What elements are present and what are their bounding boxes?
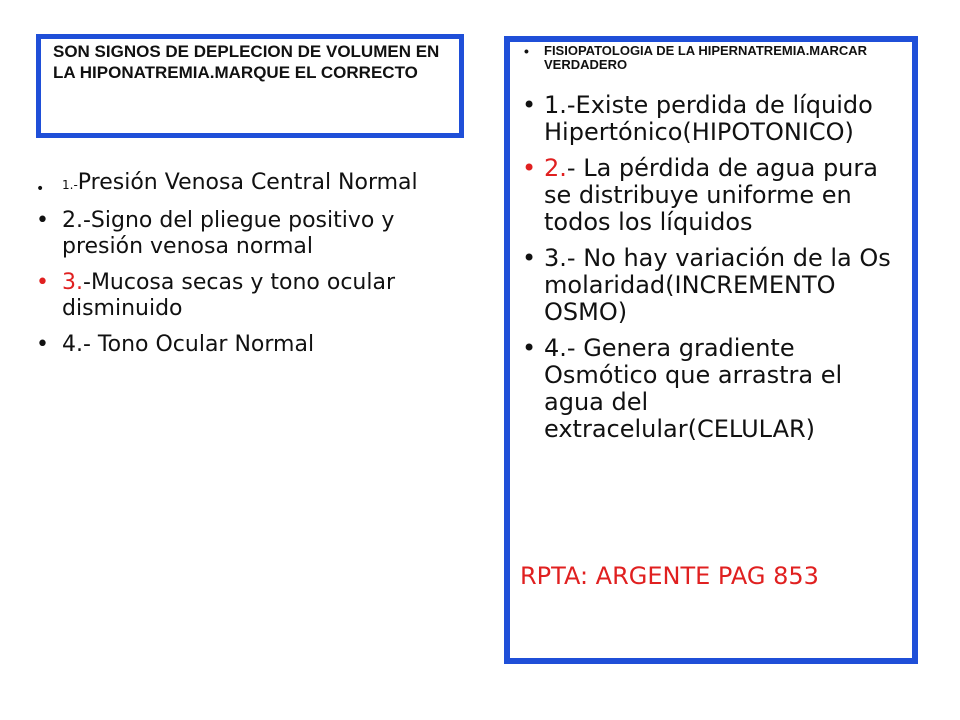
right-question-heading: • FISIOPATOLOGIA DE LA HIPERNATREMIA.MARCAR VERDADERO	[516, 44, 934, 72]
right-question-box	[504, 36, 918, 664]
left-options-list	[36, 170, 456, 368]
left-option-3-number: 3.	[62, 270, 83, 295]
right-option-2-number: 2.	[544, 154, 567, 182]
answer-reference: RPTA: ARGENTE PAG 853	[520, 562, 819, 590]
right-option-2	[516, 155, 908, 236]
right-option-4	[516, 335, 908, 443]
right-option-3-text: 3.- No hay variación de la Os molaridad(INCREMENTO OSMO)	[544, 244, 891, 326]
right-option-3	[516, 245, 908, 326]
right-option-1	[516, 92, 908, 146]
right-option-4-text: 4.- Genera gradiente Osmótico que arrastra el agua del extracelular(CELULAR)	[544, 334, 843, 443]
left-question-title: SON SIGNOS DE DEPLECION DE VOLUMEN EN LA HIPONATREMIA.MARQUE EL CORRECTO	[36, 34, 464, 138]
left-option-2	[36, 208, 456, 260]
left-option-1	[36, 170, 456, 198]
right-option-2-text: - La pérdida de agua pura se distribuye uniforme en todos los líquidos	[544, 154, 878, 236]
left-option-4-text: 4.- Tono Ocular Normal	[62, 332, 315, 357]
right-option-1-text: 1.-Existe perdida de líquido Hipertónico(HIPOTONICO)	[544, 91, 873, 146]
right-options-list	[516, 92, 908, 452]
left-option-1-text: Presión Venosa Central Normal	[77, 170, 418, 195]
left-option-3	[36, 270, 456, 322]
left-option-3-text: -Mucosa secas y tono ocular disminuido	[62, 270, 396, 321]
left-option-4	[36, 332, 456, 358]
left-option-2-text: 2.-Signo del pliegue positivo y presión venosa normal	[62, 208, 395, 259]
left-option-1-number: 1.-	[62, 178, 78, 192]
